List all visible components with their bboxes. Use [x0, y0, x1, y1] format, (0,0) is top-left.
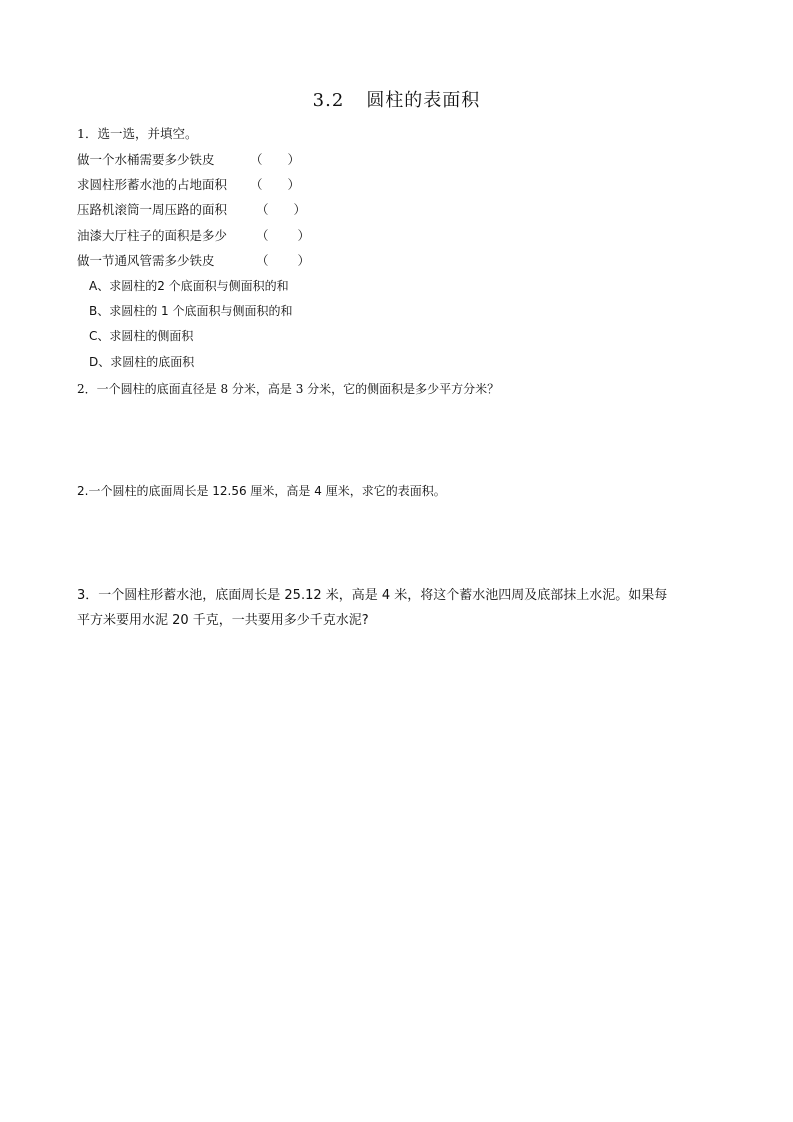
option-b: B、求圆柱的 1 个底面积与侧面积的和	[89, 304, 293, 318]
question-3-line-2: 平方米要用水泥 20 千克，一共要用多少千克水泥?	[77, 613, 369, 628]
q1-heading: 1．选一选，并填空。	[77, 126, 198, 141]
section-number: 3.2	[312, 90, 345, 111]
answer-blank-1[interactable]: （ ）	[250, 152, 301, 167]
answer-blank-5[interactable]: （ ）	[256, 253, 310, 268]
option-d: D、求圆柱的底面积	[89, 355, 195, 369]
question-2b: 2.一个圆柱的底面周长是 12.56 厘米，高是 4 厘米，求它的表面积。	[77, 484, 446, 498]
question-2a: 2．一个圆柱的底面直径是 8 分米，高是 3 分米，它的侧面积是多少平方分米？	[77, 382, 500, 396]
page-title	[0, 86, 793, 112]
section-title: 圆柱的表面积	[366, 90, 481, 111]
option-c: C、求圆柱的侧面积	[89, 329, 194, 343]
answer-blank-2[interactable]: （ ）	[250, 177, 301, 192]
q1-item-3: 压路机滚筒一周压路的面积	[77, 202, 228, 217]
q1-item-2: 求圆柱形蓄水池的占地面积	[77, 177, 228, 192]
answer-blank-3[interactable]: （ ）	[256, 202, 307, 217]
question-3-line-1: 3．一个圆柱形蓄水池，底面周长是 25.12 米，高是 4 米，将这个蓄水池四周及底部抹上水泥。如果每	[77, 588, 668, 603]
q1-item-5: 做一节通风管需多少铁皮	[77, 253, 215, 268]
q1-item-1: 做一个水桶需要多少铁皮	[77, 152, 215, 167]
answer-blank-4[interactable]: （ ）	[256, 228, 310, 243]
q1-item-4: 油漆大厅柱子的面积是多少	[77, 228, 228, 243]
option-a: A、求圆柱的2 个底面积与侧面积的和	[89, 279, 289, 293]
